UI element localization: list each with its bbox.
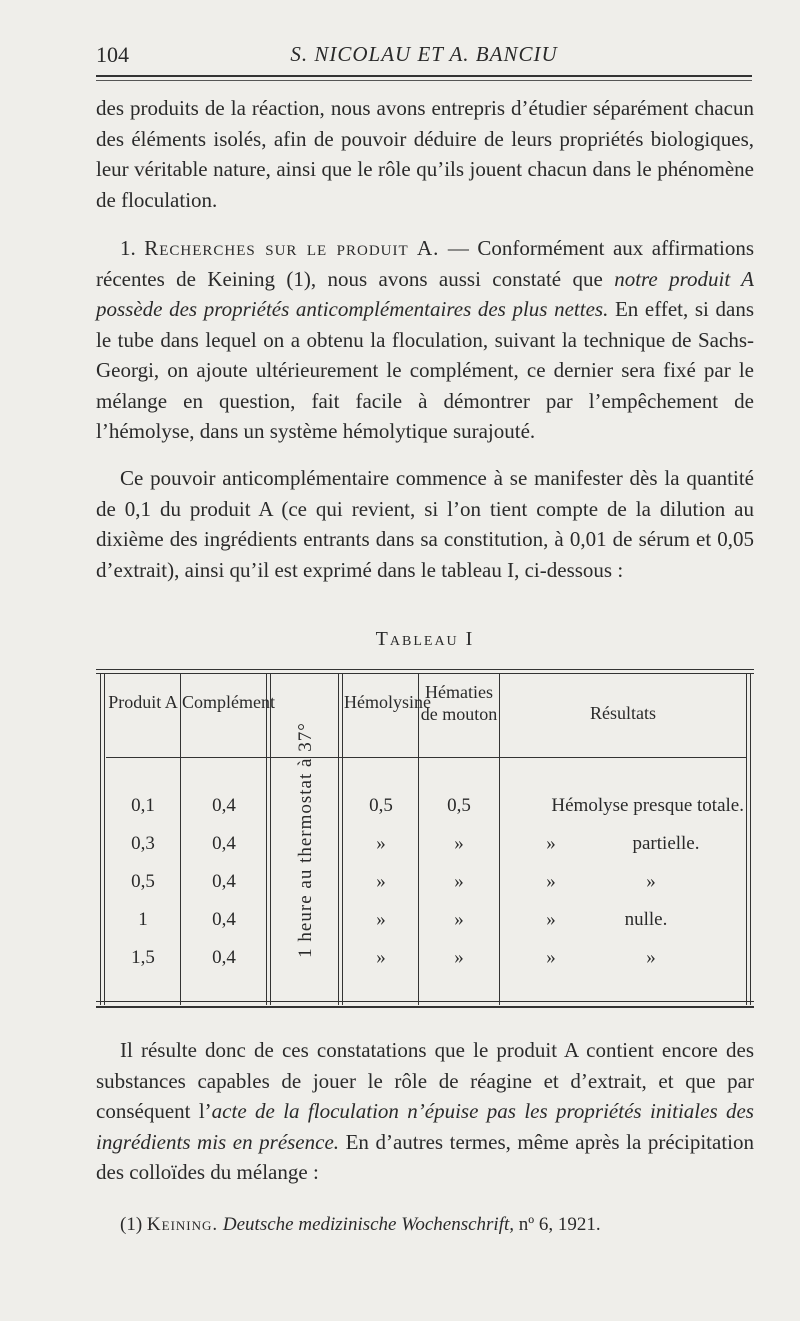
paragraph-2 <box>96 233 754 447</box>
row5-produit: 1,5 <box>131 947 155 968</box>
row4-hemolysine: » <box>376 909 386 930</box>
section-title: Recherches sur le produit A. <box>144 236 440 260</box>
table-header-rule <box>106 757 746 758</box>
row2-complement: 0,4 <box>212 833 236 854</box>
page-number: 104 <box>96 42 129 67</box>
header-produit: Produit A <box>108 692 178 712</box>
paragraph-1 <box>96 93 754 215</box>
row5-hematies: » <box>454 947 464 968</box>
row2-produit: 0,3 <box>131 833 155 854</box>
row1-produit: 0,1 <box>131 795 155 816</box>
row4-hematies: » <box>454 909 464 930</box>
paragraph-1-text: des produits de la réaction, nous avons entrepris d’étudier séparément chacun des éléments isolés, afin de pouvoir déduire de leurs propriétés biologiques, leur véritable nature, ainsi que le rôle qu’ils jouent chacun dans le phénomène de floculation. <box>96 96 754 212</box>
col-divider-4 <box>418 673 419 1005</box>
row4-complement: 0,4 <box>212 909 236 930</box>
footnote-rest: nº 6, 1921. <box>518 1214 601 1235</box>
row1-resultat: Hémolyse presque totale. <box>551 795 744 816</box>
row1-hematies: 0,5 <box>447 795 471 816</box>
col-divider-5 <box>499 673 500 1005</box>
col-divider-1 <box>180 673 181 1005</box>
running-head <box>96 42 752 76</box>
row5-resultat-a: » <box>546 947 556 968</box>
row2-resultat-a: » <box>546 833 556 854</box>
table-right-border-inner <box>746 673 747 1005</box>
table-bottom-rule <box>96 1006 754 1008</box>
table-right-border <box>750 673 751 1005</box>
paragraph-4-part1: Il résulte donc de ces constatations que le produit A contient encore des substances capables de jouer le rôle de réagine et d’extrait, et que par conséquent <box>96 1038 754 1123</box>
row3-hematies: » <box>454 871 464 892</box>
row5-complement: 0,4 <box>212 947 236 968</box>
row5-resultat-b: » <box>646 947 656 968</box>
paragraph-2-part2: En effet, si dans le tube dans lequel on a obtenu la floculation, suivant la technique de Sachs-Georgi, on ajoute ultérieurement le complément, ce dernier sera fixé par le mélange en question, fait facile à démontrer par l’empêchement de l’hémolyse, dans un système hémolytique surajouté. <box>96 297 754 443</box>
paragraph-4-apostrophe: l’ <box>198 1099 212 1123</box>
table-1 <box>96 665 754 1013</box>
header-complement: Complément <box>182 692 275 712</box>
table-top-rule <box>96 669 754 670</box>
row4-resultat-b: nulle. <box>624 909 668 930</box>
footnote <box>120 1214 601 1236</box>
col-divider-2 <box>266 673 267 1005</box>
footnote-journal: Deutsche medizinische Wochenschrift, <box>222 1214 515 1235</box>
table-bottom-rule-inner <box>96 1001 754 1002</box>
table-left-border-inner <box>104 673 105 1005</box>
table-top-rule-inner <box>96 673 754 674</box>
paragraph-3 <box>96 463 754 585</box>
row3-resultat-a: » <box>546 871 556 892</box>
footnote-author: Keining. <box>146 1214 219 1235</box>
row3-complement: 0,4 <box>212 871 236 892</box>
paragraph-4-italic: acte de la floculation n’épuise pas les propriétés initiales des ingrédients mis en présence. <box>96 1099 754 1154</box>
row2-hematies: » <box>454 833 464 854</box>
row3-produit: 0,5 <box>131 871 155 892</box>
footnote-marker: (1) <box>120 1214 143 1235</box>
section-number: 1. <box>120 236 136 260</box>
row4-produit: 1 <box>138 909 148 930</box>
row3-hemolysine: » <box>376 871 386 892</box>
row2-hemolysine: » <box>376 833 386 854</box>
table-left-border <box>100 673 101 1005</box>
paragraph-4-part3: En d’autres termes, même après la précipitation des colloïdes du mélange : <box>96 1129 754 1184</box>
row5-hemolysine: » <box>376 947 386 968</box>
paragraph-4-text <box>96 1035 754 1188</box>
header-rule-thin <box>96 80 752 81</box>
paragraph-4 <box>96 1035 754 1188</box>
row1-complement: 0,4 <box>212 795 236 816</box>
header-resultats: Résultats <box>590 703 656 723</box>
paragraph-2-text <box>96 233 754 447</box>
paragraph-3-text: Ce pouvoir anticomplémentaire commence à se manifester dès la quantité de 0,1 du produit A (ce qui revient, si l’on tient compte de la dilution au dixième des ingrédients entrants dans sa constitution, à 0,01 de sérum et 0,05 d’extrait), ainsi qu’il est exprimé dans le tableau I, ci-dessous : <box>96 466 754 582</box>
header-rule <box>96 75 752 77</box>
header-hemolysine: Hémolysine <box>344 692 431 712</box>
header-hematies: Hématies de mouton <box>420 682 498 724</box>
header-thermostat: 1 heure au thermostat à 37° <box>295 722 316 958</box>
col-divider-3b <box>342 673 343 1005</box>
paragraph-2-part1: — Conformément aux affirmations récentes de Keining (1), nous avons aussi constaté que <box>96 236 755 291</box>
row3-resultat-b: » <box>646 871 656 892</box>
row4-resultat-a: » <box>546 909 556 930</box>
row1-hemolysine: 0,5 <box>369 795 393 816</box>
paragraph-2-italic: notre produit A possède des propriétés anticomplémentaires des plus nettes. <box>96 266 754 321</box>
row2-resultat-b: partielle. <box>632 833 700 854</box>
running-title: S. NICOLAU ET A. BANCIU <box>290 42 558 66</box>
table-title: Tableau I <box>375 628 475 650</box>
